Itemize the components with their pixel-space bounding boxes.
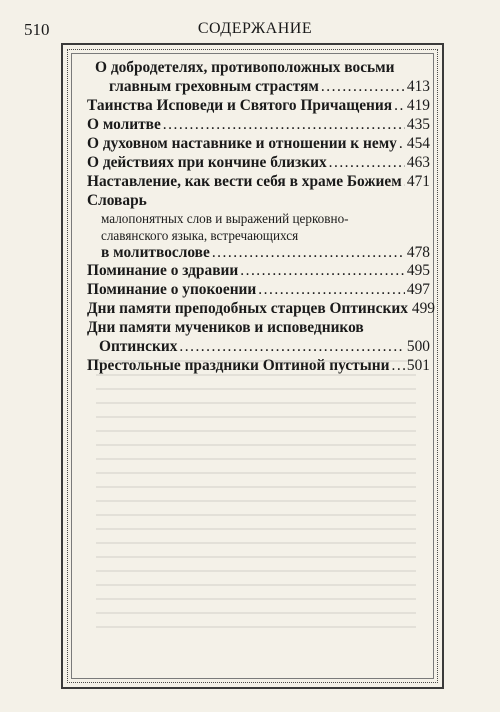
toc-page-number: 419: [406, 97, 430, 114]
dot-leader: [321, 77, 405, 96]
toc-entry: [87, 261, 430, 280]
toc-entry-title-line1: О добродетелях, противоположных восьми: [95, 59, 395, 76]
toc-page-number: 413: [406, 78, 430, 95]
toc-page-number: 499: [411, 300, 435, 317]
toc-page-number: 495: [406, 262, 430, 279]
running-head: СОДЕРЖАНИЕ: [197, 20, 313, 37]
dot-leader: [399, 134, 405, 153]
toc-entry: [87, 318, 430, 356]
toc-entry-title: Престольные праздники Оптиной пустыни: [87, 357, 390, 374]
toc-subentry-line: малопонятных слов и выражений церковно-: [101, 211, 349, 226]
dot-leader: [258, 280, 405, 299]
toc-entry-title: Таинства Исповеди и Святого Причащения: [87, 97, 393, 114]
dot-leader: [391, 356, 404, 375]
toc-subentry-last-line: в молитвослове: [101, 244, 210, 261]
dot-leader: [404, 172, 405, 191]
show-through-texture: [96, 360, 416, 640]
toc-entry-title: О молитве: [87, 116, 161, 133]
toc-entry-title: Поминание о здравии: [87, 262, 239, 279]
toc-entry: [87, 356, 430, 375]
toc-entry-title-line1: Дни памяти мучеников и исповедников: [87, 319, 364, 336]
toc-page-number: 454: [406, 135, 430, 152]
dot-leader: [212, 244, 405, 261]
toc-page-number: 471: [406, 173, 430, 190]
toc-entry: [87, 299, 435, 318]
toc-entry: [87, 58, 430, 96]
toc-page-number: 463: [406, 154, 430, 171]
toc-entry-title: Дни памяти преподобных старцев Оптинских: [87, 300, 408, 317]
toc-entry: [87, 115, 430, 134]
toc-entry: [87, 96, 430, 115]
dot-leader: [179, 337, 405, 356]
toc-page-number: 478: [406, 244, 430, 261]
toc-entry: [87, 172, 430, 191]
toc-page-number: 497: [406, 281, 430, 298]
toc-entry-title-line2: Оптинских: [99, 338, 178, 355]
page-number: 510: [24, 20, 50, 39]
toc-entry-heading: Словарь: [87, 192, 147, 209]
toc-entry-title-line2: главным греховным страстям: [109, 78, 319, 95]
toc-entry: [87, 153, 430, 172]
toc-page-number: 435: [406, 116, 430, 133]
toc-entry-title: Наставление, как вести себя в храме Божием: [87, 173, 402, 190]
toc-entry-title: О действиях при кончине близких: [87, 154, 327, 171]
dot-leader: [240, 261, 405, 280]
toc-entry: [87, 191, 430, 261]
toc-page-number: 500: [406, 338, 430, 355]
toc-page-number: 501: [406, 357, 430, 374]
dot-leader: [329, 153, 405, 172]
dot-leader: [163, 115, 405, 134]
dot-leader: [394, 96, 405, 115]
toc-entry-title: О духовном наставнике и отношении к нему: [87, 135, 397, 152]
toc-entry: [87, 280, 430, 299]
table-of-contents: [87, 58, 435, 375]
toc-entry-title: Поминание о упокоении: [87, 281, 257, 298]
toc-entry: [87, 134, 430, 153]
toc-subentry-line: славянского языка, встречающихся: [101, 228, 299, 243]
